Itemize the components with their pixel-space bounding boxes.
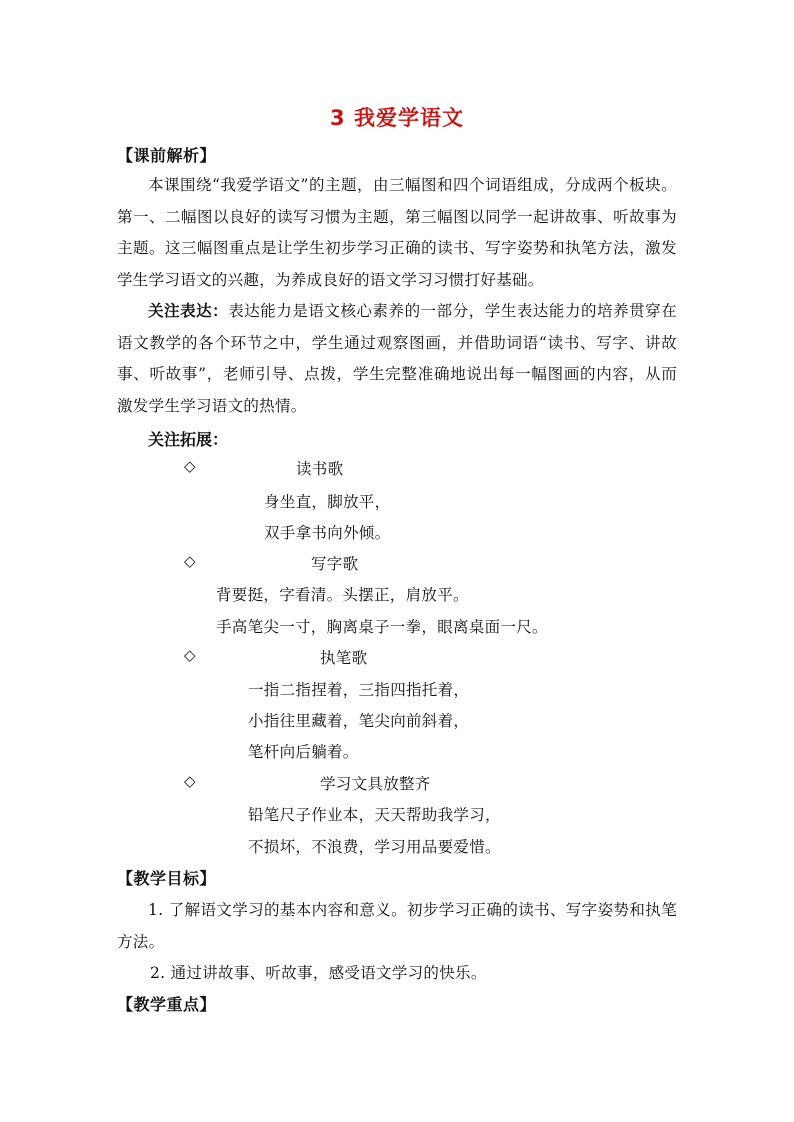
rhyme-line: 双手拿书向外倾。	[264, 524, 391, 542]
rhyme-line: 不损坏，不浪费，学习用品要爱惜。	[248, 838, 501, 856]
page-title: 3 我爱学语文	[330, 106, 464, 130]
rhyme-line: 铅笔尺子作业本，天天帮助我学习，	[248, 806, 501, 824]
diamond-icon: ◇	[184, 646, 196, 664]
diamond-icon: ◇	[184, 457, 196, 475]
extension-label: 关注拓展：	[148, 430, 229, 449]
goals-heading: 【教学目标】	[117, 869, 217, 888]
focus-heading: 【教学重点】	[117, 995, 217, 1014]
goal-item: 1. 了解语文学习的基本内容和意义。初步学习正确的读书、写字姿势和执笔方法。	[117, 901, 677, 951]
pre-analysis-heading: 【课前解析】	[117, 146, 217, 165]
rhyme-line: 笔杆向后躺着。	[248, 743, 359, 761]
diamond-icon: ◇	[184, 552, 196, 570]
intro-paragraph: 本课围绕“我爱学语文”的主题，由三幅图和四个词语组成，分成两个板块。第一、二幅图以良好的读写习惯为主题，第三幅图以同学一起讲故事、听故事为主题。这三幅图重点是让学生初步学习正确的读书、写字姿势和执笔方法，激发学生学习语文的兴趣，为养成良好的语文学习习惯打好基础。	[117, 176, 677, 289]
rhyme-line: 手高笔尖一寸，胸离桌子一拳，眼离桌面一尺。	[216, 618, 548, 636]
rhyme-title: 写字歌	[311, 555, 359, 573]
rhyme-title: 学习文具放整齐	[320, 775, 431, 793]
expression-label: 关注表达：	[148, 301, 229, 320]
diamond-icon: ◇	[184, 772, 196, 790]
rhyme-title: 执笔歌	[320, 649, 368, 667]
rhyme-line: 小指往里藏着，笔尖向前斜着，	[248, 712, 470, 730]
expression-text: 表达能力是语文核心素养的一部分，学生表达能力的培养贯穿在语文教学的各个环节之中，学生通过观察图画，并借助词语“读书、写字、讲故事、听故事”，老师引导、点拨，学生完整准确地说出每一幅图画的内容，从而激发学生学习语文的热情。	[117, 302, 677, 415]
rhyme-line: 背要挺，字看清。头摆正，肩放平。	[216, 586, 469, 604]
expression-paragraph	[117, 295, 677, 422]
rhyme-line: 一指二指捏着，三指四指托着，	[248, 681, 470, 699]
rhyme-title: 读书歌	[296, 460, 344, 478]
rhyme-line: 身坐直，脚放平，	[264, 493, 391, 511]
goal-item: 2. 通过讲故事、听故事，感受语文学习的快乐。	[150, 964, 487, 982]
